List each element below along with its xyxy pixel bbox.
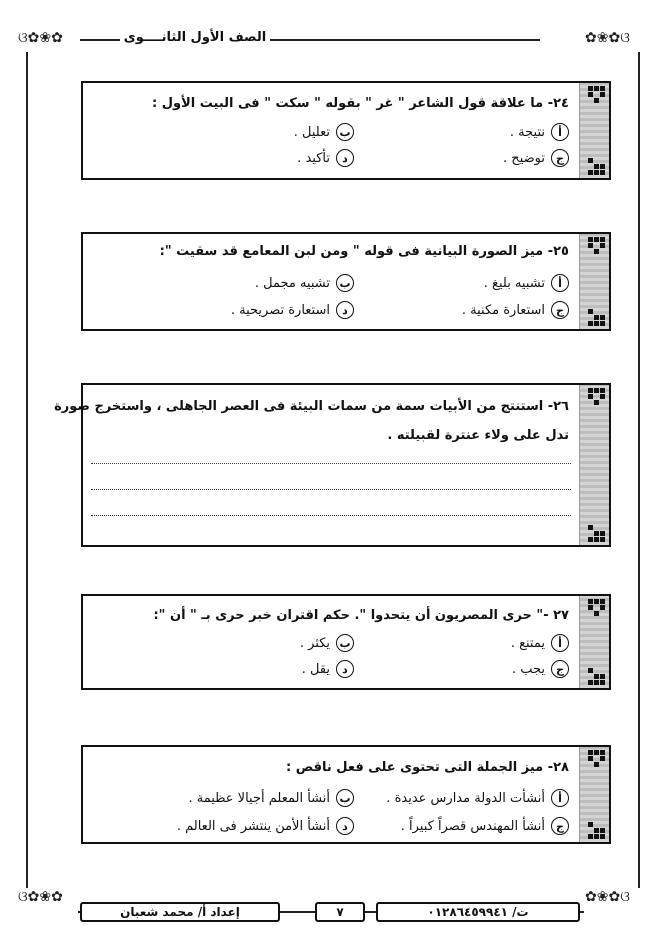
answer-line[interactable] bbox=[91, 463, 571, 464]
option-a[interactable] bbox=[511, 634, 569, 652]
option-b[interactable] bbox=[294, 123, 354, 141]
pixel-ornament bbox=[583, 155, 605, 175]
option-c[interactable] bbox=[503, 149, 569, 167]
option-text: استعارة تصريحية . bbox=[230, 302, 330, 318]
option-letter: د bbox=[336, 301, 354, 319]
option-letter: ج bbox=[551, 149, 569, 167]
question-text: ٢٨- ميز الجملة التى تحتوى على فعل ناقص : bbox=[286, 760, 569, 775]
pixel-ornament bbox=[583, 237, 605, 257]
pixel-ornament bbox=[583, 388, 605, 408]
option-letter: د bbox=[336, 817, 354, 835]
option-text: يكثر . bbox=[299, 635, 330, 651]
option-d[interactable] bbox=[302, 660, 354, 678]
pixel-ornament bbox=[583, 599, 605, 619]
question-box-26 bbox=[54, 383, 611, 547]
question-box-24 bbox=[81, 81, 611, 180]
answer-line[interactable] bbox=[91, 515, 571, 516]
option-letter: ب bbox=[336, 123, 354, 141]
question-box-25 bbox=[81, 232, 611, 331]
option-c[interactable] bbox=[462, 301, 569, 319]
option-letter: ب bbox=[336, 634, 354, 652]
option-text: تعليل . bbox=[293, 124, 330, 140]
option-text: تشبيه بليغ . bbox=[483, 275, 545, 291]
option-letter: ج bbox=[551, 817, 569, 835]
phone-number: ت/ ٠١٢٨٦٤٥٩٩٤١ bbox=[376, 902, 580, 922]
option-text: نتيجة . bbox=[509, 124, 545, 140]
decorative-side-strip bbox=[579, 596, 609, 688]
page-number: ٧ bbox=[315, 902, 365, 922]
question-text-line-1: ٢٦- استنتج من الأبيات سمة من سمات البيئة فى العصر الجاهلى ، واستخرج صورة bbox=[54, 399, 569, 414]
option-d[interactable] bbox=[297, 149, 354, 167]
question-text: ٢٤- ما علاقة قول الشاعر " غر " بقوله " سكت " فى البيت الأول : bbox=[152, 96, 569, 111]
question-box-28 bbox=[81, 745, 611, 844]
option-text: أنشأ المعلم أجيالا عظيمة . bbox=[188, 790, 330, 806]
option-letter: أ bbox=[551, 123, 569, 141]
option-b[interactable] bbox=[300, 634, 354, 652]
option-letter: ب bbox=[336, 789, 354, 807]
option-text: يمتنع . bbox=[510, 635, 545, 651]
option-text: يقل . bbox=[301, 661, 330, 677]
decorative-side-strip bbox=[579, 747, 609, 842]
decorative-side-strip bbox=[579, 385, 609, 545]
left-flourish-ornament: ଓ✿❀✿ bbox=[18, 889, 63, 905]
right-border-rule bbox=[638, 52, 640, 888]
option-b[interactable] bbox=[188, 789, 354, 807]
left-border-rule bbox=[26, 52, 28, 888]
option-text: توضيح . bbox=[503, 150, 545, 166]
pixel-ornament bbox=[583, 750, 605, 770]
option-letter: أ bbox=[551, 789, 569, 807]
option-text: أنشأ الأمن ينتشر فى العالم . bbox=[176, 818, 330, 834]
question-text: ٢٧ -" حرى المصريون أن يتحدوا ". حكم اقتران خبر حرى بـ " أن ": bbox=[153, 608, 569, 623]
pixel-ornament bbox=[583, 819, 605, 839]
option-b[interactable] bbox=[255, 274, 354, 292]
option-d[interactable] bbox=[231, 301, 354, 319]
pixel-ornament bbox=[583, 665, 605, 685]
decorative-side-strip bbox=[579, 234, 609, 329]
option-text: تشبيه مجمل . bbox=[254, 275, 330, 291]
author-credit: إعداد أ/ محمد شعبان bbox=[80, 902, 280, 922]
pixel-ornament bbox=[583, 522, 605, 542]
option-c[interactable] bbox=[401, 817, 569, 835]
option-letter: د bbox=[336, 660, 354, 678]
option-text: يجب . bbox=[511, 661, 545, 677]
option-c[interactable] bbox=[512, 660, 569, 678]
option-letter: ب bbox=[336, 274, 354, 292]
right-flourish-ornament: ✿❀✿ଓ bbox=[585, 889, 630, 905]
question-box-27 bbox=[81, 594, 611, 690]
option-text: استعارة مكنية . bbox=[461, 302, 545, 318]
decorative-side-strip bbox=[579, 83, 609, 178]
question-text-line-2: تدل على ولاء عنترة لقبيلته . bbox=[387, 428, 569, 443]
left-flourish-ornament: ଓ✿❀✿ bbox=[18, 30, 63, 46]
option-letter: ج bbox=[551, 301, 569, 319]
option-d[interactable] bbox=[177, 817, 354, 835]
question-text: ٢٥- ميز الصورة البيانية فى قوله " ومن لبن المعامع قد سقيت ": bbox=[159, 244, 569, 259]
answer-line[interactable] bbox=[91, 489, 571, 490]
option-text: تأكيد . bbox=[297, 150, 330, 166]
option-a[interactable] bbox=[484, 274, 569, 292]
right-flourish-ornament: ✿❀✿ଓ bbox=[585, 30, 630, 46]
option-letter: أ bbox=[551, 274, 569, 292]
pixel-ornament bbox=[583, 306, 605, 326]
option-letter: أ bbox=[551, 634, 569, 652]
pixel-ornament bbox=[583, 86, 605, 106]
page-title: الصف الأول الثانــــوى bbox=[120, 30, 270, 45]
option-a[interactable] bbox=[510, 123, 569, 141]
option-letter: ج bbox=[551, 660, 569, 678]
option-a[interactable] bbox=[386, 789, 569, 807]
option-text: أنشأ المهندس قصراً كبيراً . bbox=[400, 818, 545, 834]
option-letter: د bbox=[336, 149, 354, 167]
option-text: أنشأت الدولة مدارس عديدة . bbox=[386, 790, 545, 806]
